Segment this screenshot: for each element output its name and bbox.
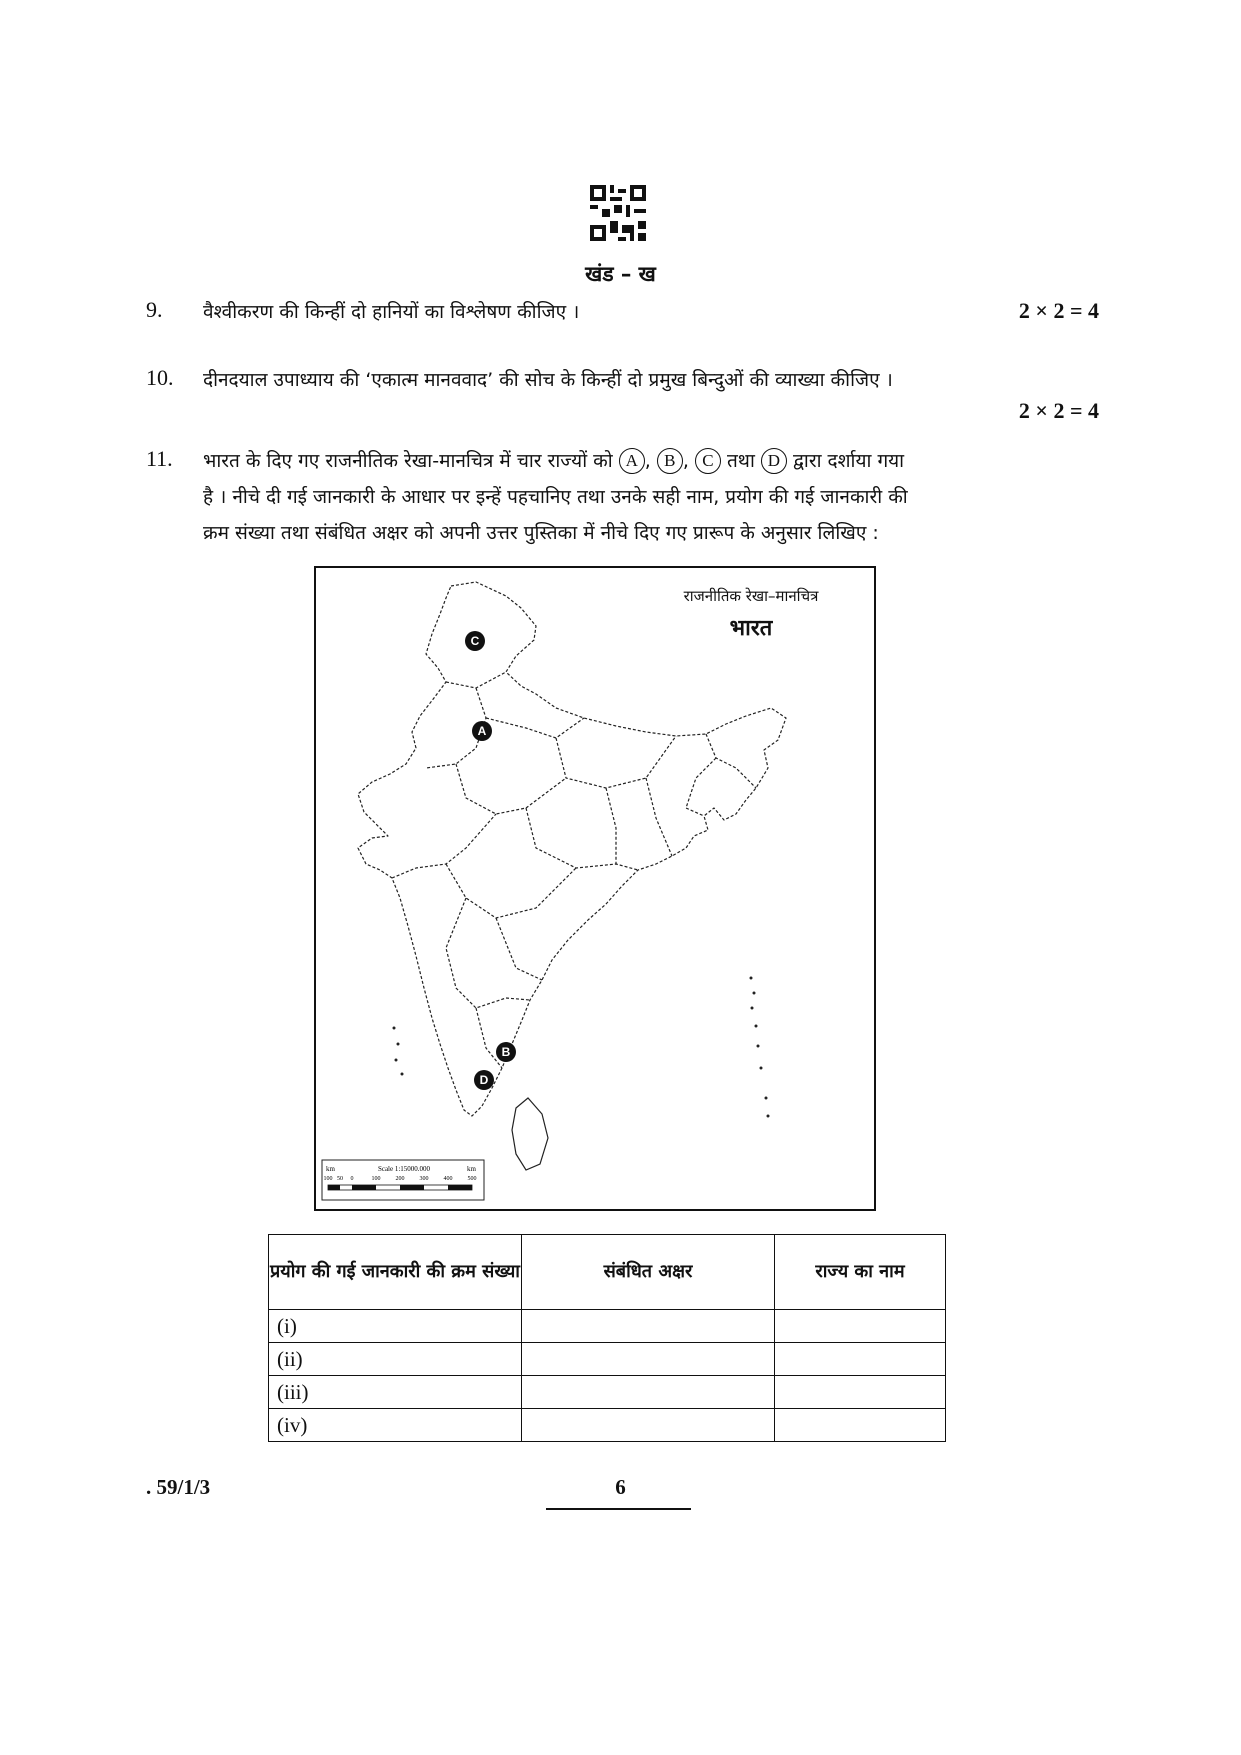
marker-label: A <box>477 724 487 738</box>
column-header: राज्य का नाम <box>775 1235 946 1310</box>
qr-code <box>590 185 646 241</box>
question-number: 9. <box>146 297 163 322</box>
circled-letter-d: D <box>761 448 787 474</box>
india-political-map <box>314 566 876 1211</box>
scale-tick: 100 <box>323 1176 333 1182</box>
circled-letter-b: B <box>657 448 683 474</box>
row-serial: (iii) <box>269 1376 522 1409</box>
row-serial: (i) <box>269 1310 522 1343</box>
row-serial: (ii) <box>269 1343 522 1376</box>
table-row <box>269 1310 946 1343</box>
section-title: खंड – ख <box>585 262 656 286</box>
question-number: 10. <box>146 365 174 390</box>
table-row <box>269 1409 946 1442</box>
andaman-islands <box>750 977 770 1118</box>
map-subtitle: भारत <box>729 616 773 641</box>
table-cell <box>522 1310 775 1343</box>
table-cell <box>775 1376 946 1409</box>
table-cell <box>775 1409 946 1442</box>
table-cell <box>522 1376 775 1409</box>
page-number: 6 <box>615 1475 626 1499</box>
column-header: संबंधित अक्षर <box>522 1235 775 1310</box>
question-text: दीनदयाल उपाध्याय की ‘एकात्म मानववाद’ की सोच के किन्हीं दो प्रमुख बिन्दुओं की व्याख्या कीजिए । <box>203 369 893 391</box>
table-cell <box>522 1409 775 1442</box>
column-header: प्रयोग की गई जानकारी की क्रम संख्या <box>269 1235 522 1310</box>
map-marker-b <box>496 1042 516 1062</box>
question-line-1: भारत के दिए गए राजनीतिक रेखा-मानचित्र में चार राज्यों को A , B , C तथा D द्वारा दर्शाया गया <box>203 450 905 472</box>
question-text: वैश्वीकरण की किन्हीं दो हानियों का विश्लेषण कीजिए । <box>203 301 580 323</box>
map-scale <box>322 1160 484 1200</box>
question-line-2: है । नीचे दी गई जानकारी के आधार पर इन्हें पहचानिए तथा उनके सही नाम, प्रयोग की गई जानकारी की <box>203 486 908 508</box>
footer-rule <box>546 1508 691 1510</box>
table-row <box>269 1343 946 1376</box>
scale-label: Scale 1:15000.000 <box>377 1165 431 1173</box>
map-marker-c <box>465 631 485 651</box>
scale-tick: 0 <box>350 1176 354 1182</box>
scale-unit-right: km <box>467 1165 476 1173</box>
marker-label: D <box>479 1073 489 1087</box>
map-marker-a <box>472 721 492 741</box>
lakshadweep-islands <box>393 1027 404 1076</box>
map-marker-d <box>474 1070 494 1090</box>
scale-tick: 500 <box>467 1176 477 1182</box>
map-title: राजनीतिक रेखा–मानचित्र <box>683 587 819 605</box>
table-cell <box>775 1343 946 1376</box>
circled-letter-c: C <box>695 448 721 474</box>
table-row <box>269 1376 946 1409</box>
india-outline <box>358 582 786 1116</box>
scale-unit-left: km <box>326 1165 335 1173</box>
scale-tick: 300 <box>419 1176 429 1182</box>
question-text-part: भारत के दिए गए राजनीतिक रेखा-मानचित्र में चार राज्यों को <box>203 450 613 472</box>
scale-tick: 400 <box>443 1176 453 1182</box>
india-outline-map <box>316 568 874 1209</box>
question-number: 11. <box>146 446 173 471</box>
scale-tick: 50 <box>337 1176 343 1182</box>
answer-format-table <box>268 1234 946 1442</box>
scale-tick: 200 <box>395 1176 405 1182</box>
question-line-3: क्रम संख्या तथा संबंधित अक्षर को अपनी उत्तर पुस्तिका में नीचे दिए गए प्रारूप के अनुसार लिखिए : <box>203 522 879 544</box>
circled-letter-a: A <box>619 448 645 474</box>
paper-code: . 59/1/3 <box>146 1475 211 1499</box>
question-marks: 2 × 2 = 4 <box>1018 298 1099 323</box>
question-marks: 2 × 2 = 4 <box>1018 398 1099 423</box>
question-text-part: द्वारा दर्शाया गया <box>792 450 905 472</box>
scale-tick: 100 <box>371 1176 381 1182</box>
table-cell <box>775 1310 946 1343</box>
table-cell <box>522 1343 775 1376</box>
sri-lanka-outline <box>512 1098 548 1170</box>
question-text-part: तथा <box>726 450 755 472</box>
marker-label: C <box>470 634 480 648</box>
row-serial: (iv) <box>269 1409 522 1442</box>
marker-label: B <box>501 1045 511 1059</box>
table-header-row <box>269 1235 946 1310</box>
